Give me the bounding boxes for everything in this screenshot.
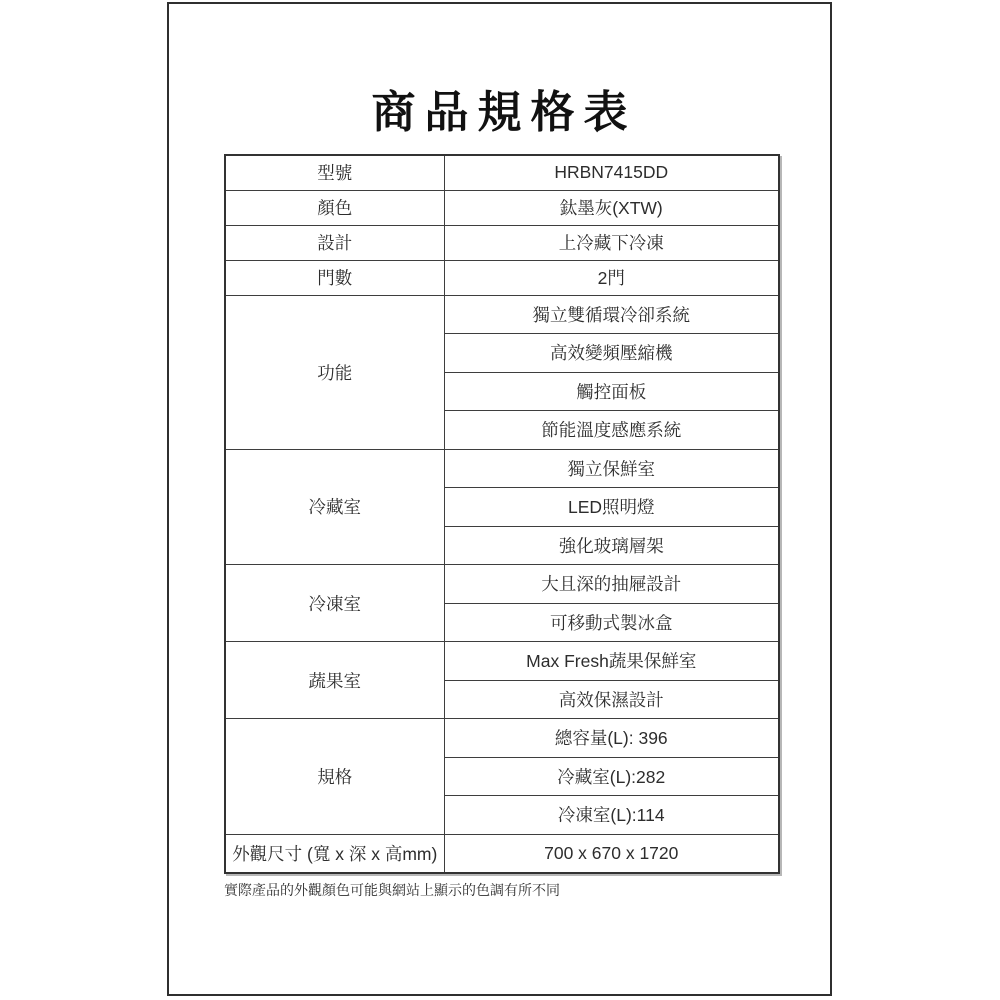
spec-value-model: HRBN7415DD [444,155,779,190]
spec-value-fridge-2: LED照明燈 [444,488,779,527]
spec-label-dimensions: 外觀尺寸 (寬 x 深 x 高mm) [225,834,444,873]
table-row [225,155,779,190]
spec-label-functions: 功能 [225,295,444,449]
spec-label-freezer-compartment: 冷凍室 [225,565,444,642]
spec-value-fridge-1: 獨立保鮮室 [444,449,779,488]
spec-value-design: 上冷藏下冷凍 [444,225,779,260]
spec-value-crisper-2: 高效保濕設計 [444,680,779,719]
spec-value-freezer-2: 可移動式製冰盒 [444,603,779,642]
spec-value-freezer-1: 大且深的抽屜設計 [444,565,779,604]
spec-value-function-4: 節能溫度感應系統 [444,411,779,450]
spec-label-design: 設計 [225,225,444,260]
table-row [225,642,779,681]
table-row [225,449,779,488]
table-row [225,190,779,225]
spec-value-function-3: 觸控面板 [444,372,779,411]
color-disclaimer-note: 實際產品的外觀顏色可能與網站上顯示的色調有所不同 [224,882,560,898]
page-title: 商品規格表 [371,88,637,137]
spec-value-function-2: 高效變頻壓縮機 [444,334,779,373]
spec-value-function-1: 獨立雙循環冷卻系統 [444,295,779,334]
spec-label-model: 型號 [225,155,444,190]
table-row [225,295,779,334]
table-row [225,225,779,260]
table-row [225,719,779,758]
page-frame [167,2,832,996]
spec-value-capacity-total: 總容量(L): 396 [444,719,779,758]
spec-value-fridge-3: 強化玻璃層架 [444,526,779,565]
spec-label-fridge-compartment: 冷藏室 [225,449,444,565]
spec-label-doors: 門數 [225,260,444,295]
spec-value-color: 鈦墨灰(XTW) [444,190,779,225]
spec-value-crisper-1: Max Fresh蔬果保鮮室 [444,642,779,681]
table-row [225,565,779,604]
spec-label-capacity: 規格 [225,719,444,835]
product-spec-table [224,154,780,874]
table-row [225,834,779,873]
spec-label-color: 顏色 [225,190,444,225]
spec-value-capacity-freezer: 冷凍室(L):114 [444,796,779,835]
spec-value-doors: 2門 [444,260,779,295]
spec-value-capacity-fridge: 冷藏室(L):282 [444,757,779,796]
table-row [225,260,779,295]
spec-value-dimensions: 700 x 670 x 1720 [444,834,779,873]
spec-label-crisper-compartment: 蔬果室 [225,642,444,719]
